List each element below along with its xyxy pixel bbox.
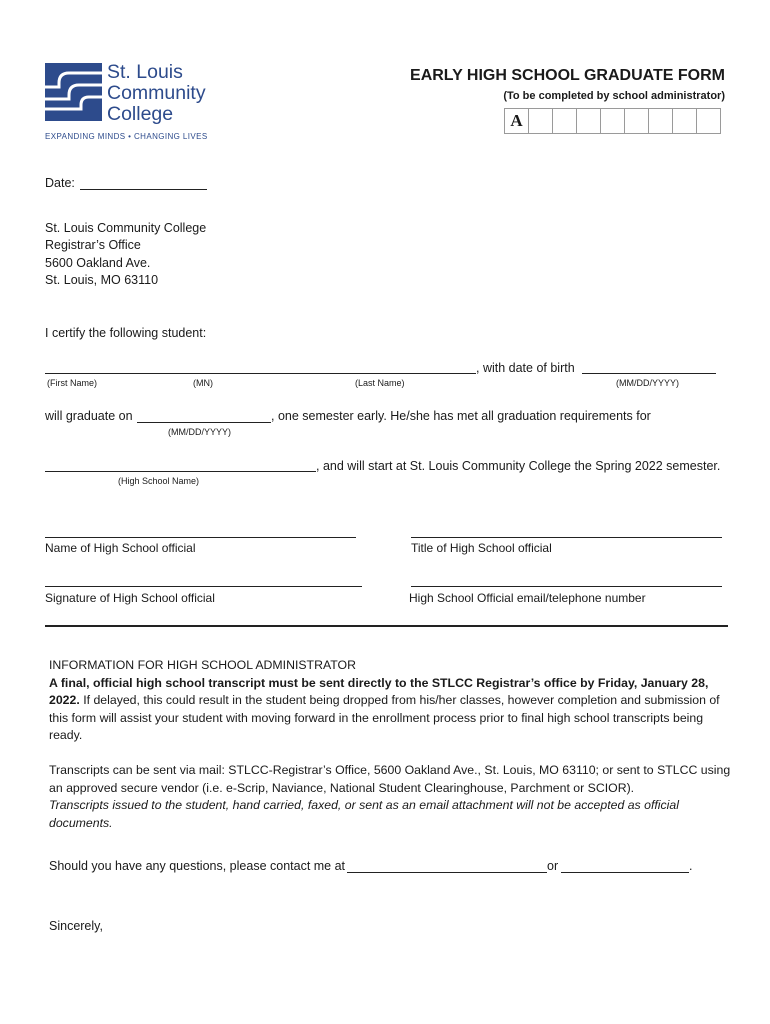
official-contact-label: High School Official email/telephone number: [409, 591, 646, 605]
official-signature-field[interactable]: [45, 586, 362, 587]
id-digit-box[interactable]: [648, 108, 673, 134]
logo-wordmark: [107, 62, 206, 125]
contact-or: or: [547, 859, 559, 873]
address-line-1: St. Louis Community College: [45, 221, 207, 235]
dob-field[interactable]: [582, 373, 716, 374]
contact-field-2[interactable]: [561, 872, 689, 873]
graduation-date-field[interactable]: [137, 422, 271, 423]
high-school-name-field[interactable]: [45, 471, 316, 472]
graduation-date-format: (MM/DD/YYYY): [168, 427, 231, 437]
info-bold-text: A final, official high school transcript must be sent directly to the STLCC Registrar’s office by Friday, January 28, 2022.: [49, 675, 709, 708]
info-rest-text: If delayed, this could result in the student being dropped from his/her classes, however completion and submission of this form will assist your student with moving forward in the enrollment process prior to final high school transcripts being ready.: [49, 693, 720, 743]
id-prefix-box: A: [504, 108, 529, 134]
stlcc-logo-mark-icon: [45, 63, 102, 121]
logo-tagline: EXPANDING MINDS • CHANGING LIVES: [45, 132, 208, 141]
form-subtitle: (To be completed by school administrator): [503, 90, 725, 102]
sincerely: Sincerely,: [49, 919, 103, 933]
date-label: Date:: [45, 176, 75, 190]
contact-end: .: [689, 859, 693, 873]
id-digit-box[interactable]: [600, 108, 625, 134]
id-digit-box[interactable]: [552, 108, 577, 134]
high-school-suffix: , and will start at St. Louis Community College the Spring 2022 semester.: [316, 459, 721, 473]
college-logo: [45, 62, 220, 144]
address-line-2: Registrar’s Office: [45, 238, 141, 252]
logo-name-line-3: College: [107, 103, 174, 125]
id-digit-box[interactable]: [624, 108, 649, 134]
address-line-3: 5600 Oakland Ave.: [45, 256, 151, 270]
middle-name-label: (MN): [193, 378, 213, 388]
official-name-field[interactable]: [45, 537, 356, 538]
id-digit-box[interactable]: [696, 108, 721, 134]
info-section: [49, 657, 739, 745]
logo-name-line-2: Community: [107, 82, 206, 104]
address-line-4: St. Louis, MO 63110: [45, 273, 159, 287]
contact-prefix: Should you have any questions, please contact me at: [49, 859, 346, 873]
student-id-boxes: [505, 108, 721, 134]
logo-name-line-1: St. Louis: [107, 61, 183, 83]
mail-text: Transcripts can be sent via mail: STLCC-Registrar’s Office, 5600 Oakland Ave., St. Louis, MO 63110; or sent to STLCC using an approved secure vendor (i.e. e-Scrip, Naviance, National Student Clearinghouse, Parchment or SCIOR).: [49, 763, 731, 795]
student-name-field[interactable]: [45, 373, 476, 374]
section-divider: [45, 625, 728, 627]
certify-statement: I certify the following student:: [45, 326, 207, 340]
id-digit-box[interactable]: [672, 108, 697, 134]
last-name-label: (Last Name): [355, 378, 405, 388]
id-digit-box[interactable]: [528, 108, 553, 134]
info-paragraph: [49, 675, 739, 745]
official-contact-field[interactable]: [411, 586, 722, 587]
date-field[interactable]: [80, 189, 207, 190]
official-title-field[interactable]: [411, 537, 722, 538]
not-accepted-note: Transcripts issued to the student, hand carried, faxed, or sent as an email attachment will not be accepted as official documents.: [49, 798, 679, 830]
form-title: EARLY HIGH SCHOOL GRADUATE FORM: [410, 67, 725, 84]
contact-field-1[interactable]: [347, 872, 547, 873]
first-name-label: (First Name): [47, 378, 97, 388]
official-signature-label: Signature of High School official: [45, 591, 215, 605]
info-heading: INFORMATION FOR HIGH SCHOOL ADMINISTRATOR: [49, 658, 356, 672]
graduate-suffix: , one semester early. He/she has met all graduation requirements for: [271, 409, 651, 423]
dob-format-label: (MM/DD/YYYY): [616, 378, 679, 388]
graduate-prefix: will graduate on: [45, 409, 133, 423]
id-digit-box[interactable]: [576, 108, 601, 134]
mail-section: [49, 762, 739, 832]
high-school-name-label: (High School Name): [118, 476, 200, 486]
dob-text: , with date of birth: [476, 361, 575, 375]
official-title-label: Title of High School official: [411, 541, 552, 555]
official-name-label: Name of High School official: [45, 541, 196, 555]
